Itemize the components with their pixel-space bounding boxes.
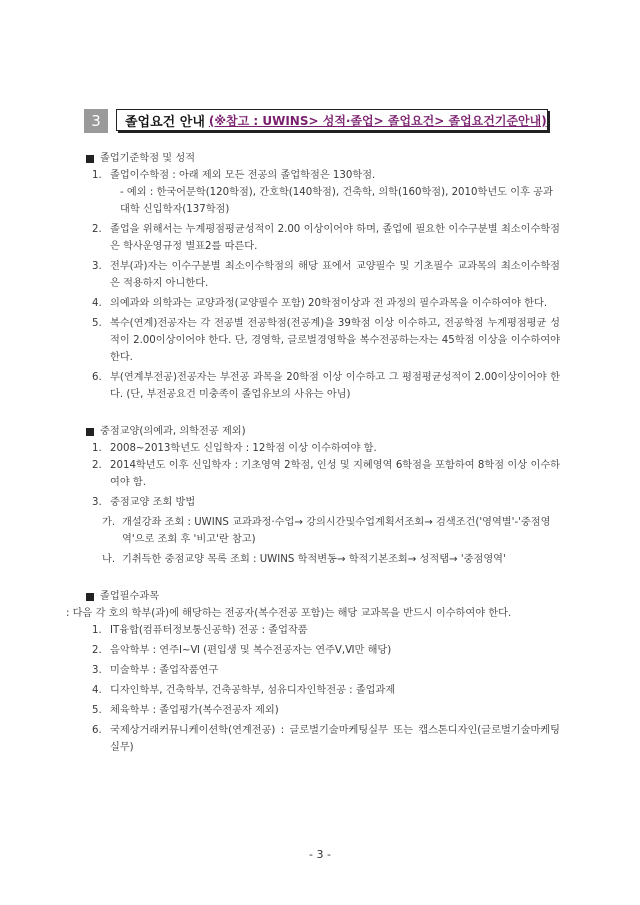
item-number: 1. [92, 625, 102, 636]
item-number: 3. [92, 497, 102, 508]
subitem-text: 기취득한 중점교양 목록 조회 : UWINS 학적변동→ 학적기본조회→ 성적탭→ '중점영역' [122, 554, 506, 565]
item-number: 5. [92, 318, 102, 329]
document-body [66, 150, 560, 756]
list-item [80, 642, 560, 659]
list-item [80, 457, 560, 491]
list-item [80, 494, 560, 511]
subitem-text: 개설강좌 조회 : UWINS 교과과정·수업→ 강의시간및수업계획서조회→ 검색조건('영역별'-'중점영역'으로 조회 후 '비고'란 참고) [122, 517, 551, 545]
section-header [84, 109, 548, 135]
item-text: 전부(과)자는 이수구분별 최소이수학점의 해당 표에서 교양필수 및 기초필수 교과목의 최소이수학점은 적용하지 아니한다. [110, 261, 560, 289]
list-item [80, 622, 560, 639]
item-text: 미술학부 : 졸업작품연구 [110, 665, 219, 676]
list-item [80, 295, 560, 312]
heading-text: 졸업기준학점 및 성적 [100, 153, 196, 164]
list-item [80, 440, 560, 457]
section-heading-graduation-credits [86, 150, 560, 167]
item-text: 의예과와 의학과는 교양과정(교양필수 포함) 20학점이상과 전 과정의 필수과목을 이수하여야 한다. [110, 298, 548, 309]
section-number-badge: 3 [84, 109, 108, 133]
list-item [80, 167, 560, 184]
item-text: 부(연계부전공)전공자는 부전공 과목을 20학점 이상 이수하고 그 평점평균성적이 2.00이상이어야 한다. (단, 부전공요건 미충족이 졸업유보의 사유는 아님) [110, 372, 560, 400]
item-text: 2014학년도 이후 신입학자 : 기초영역 2학점, 인성 및 지혜영역 6학점을 포함하여 8학점 이상 이수하여야 함. [110, 460, 560, 488]
item-number: 3. [92, 261, 102, 272]
item-text: 졸업이수학점 : 아래 제외 모든 전공의 졸업학점은 130학점. [110, 170, 376, 181]
heading-text: 졸업필수과목 [100, 591, 160, 602]
item-text: 체육학부 : 졸업평가(복수전공자 제외) [110, 705, 279, 716]
item-number: 2. [92, 460, 102, 471]
item-number: 2. [92, 645, 102, 656]
subitem-number: 가. [102, 517, 116, 528]
list-item [80, 662, 560, 679]
item-number: 5. [92, 705, 102, 716]
page-number: - 3 - [309, 848, 331, 861]
item-number: 1. [92, 170, 102, 181]
item-text: 디자인학부, 건축학부, 건축공학부, 섬유디자인학전공 : 졸업과제 [110, 685, 396, 696]
section-heading-core-liberal-arts [86, 423, 560, 440]
list-item [80, 722, 560, 756]
list-item [80, 369, 560, 403]
list-subnote [80, 184, 560, 218]
square-bullet-icon [86, 155, 94, 163]
list-item [80, 702, 560, 719]
section-title-box [116, 109, 548, 131]
subnote-text: - 예외 : 한국어문학(120학점), 간호학(140학점), 건축학, 의학(160학점), 2010학년도 이후 공과대학 신입학자(137학점) [120, 187, 553, 215]
subitem-number: 나. [102, 554, 116, 565]
list-item [80, 221, 560, 255]
item-text: 중점교양 조회 방법 [110, 497, 196, 508]
item-number: 3. [92, 665, 102, 676]
sub-list-item [80, 514, 560, 548]
section-intro: : 다음 각 호의 학부(과)에 해당하는 전공자(복수전공 포함)는 해당 교과목을 반드시 이수하여야 한다. [66, 608, 512, 619]
item-text: 졸업을 위해서는 누계평점평균성적이 2.00 이상이어야 하며, 졸업에 필요한 이수구분별 최소이수학점은 학사운영규정 별표2를 따른다. [110, 224, 560, 252]
item-number: 6. [92, 372, 102, 383]
item-number: 4. [92, 298, 102, 309]
item-text: 국제상거래커뮤니케이션학(연계전공) : 글로벌기술마케팅실무 또는 캡스톤디자인(글로벌기술마케팅실무) [110, 725, 560, 753]
section-heading-required-courses [86, 588, 560, 605]
item-text: IT융합(컴퓨터정보통신공학) 전공 : 졸업작품 [110, 625, 308, 636]
item-number: 6. [92, 725, 102, 736]
item-text: 음악학부 : 연주Ⅰ~Ⅵ (편입생 및 복수전공자는 연주Ⅴ,Ⅵ만 해당) [110, 645, 392, 656]
item-number: 4. [92, 685, 102, 696]
heading-text: 중점교양(의예과, 의학전공 제외) [100, 426, 246, 437]
list-item [80, 682, 560, 699]
item-text: 2008~2013학년도 신입학자 : 12학점 이상 이수하여야 함. [110, 443, 377, 454]
square-bullet-icon [86, 428, 94, 436]
section-title: 졸업요건 안내 [125, 114, 205, 130]
list-item [80, 258, 560, 292]
sub-list-item [80, 551, 560, 568]
item-number: 1. [92, 443, 102, 454]
square-bullet-icon [86, 593, 94, 601]
item-text: 복수(연계)전공자는 각 전공별 전공학점(전공계)을 39학점 이상 이수하고, 전공학점 누계평점평균 성적이 2.00이상이어야 한다. 단, 경영학, 글로벌경영학을 복수전공하는자는 45학점 이상을 이수하여야 한다. [110, 318, 560, 363]
reference-link[interactable]: (※참고 : UWINS> 성적·졸업> 졸업요건> 졸업요건기준안내) [208, 113, 547, 128]
list-item [80, 315, 560, 366]
item-number: 2. [92, 224, 102, 235]
